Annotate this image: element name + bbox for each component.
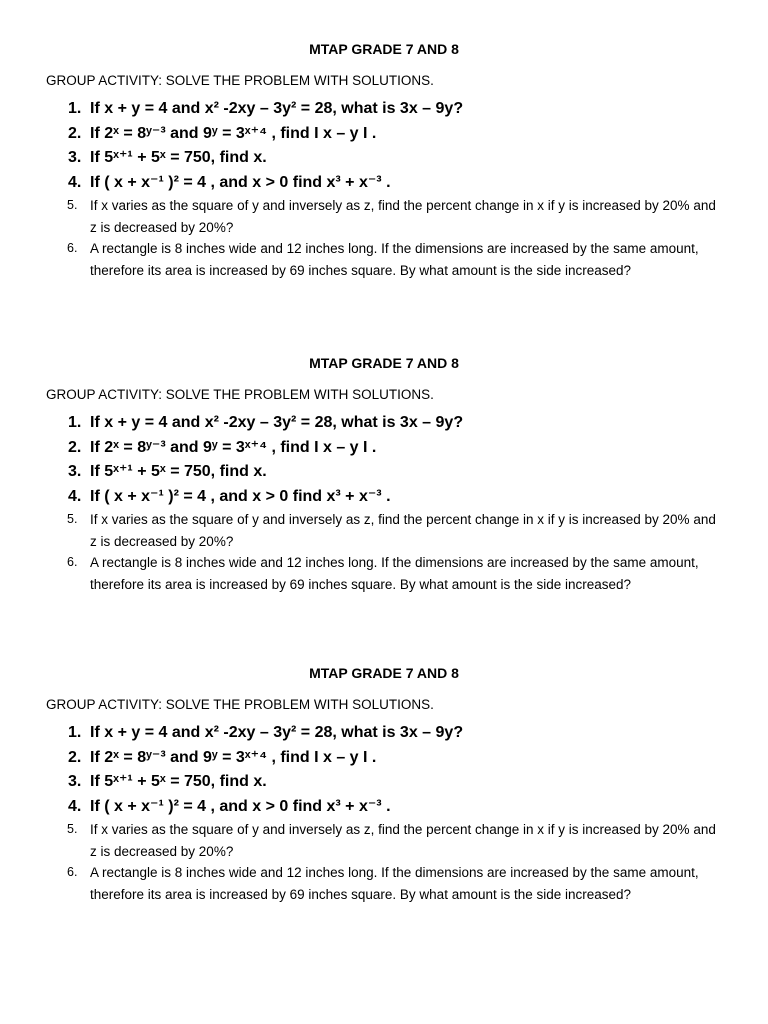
problem-text: If x varies as the square of y and inversely as z, find the percent change in x if y is increased by 20% and z is decreased by 20%?	[90, 198, 716, 235]
problem-text: If x varies as the square of y and inversely as z, find the percent change in x if y is increased by 20% and z is decreased by 20%?	[90, 512, 716, 549]
section-subtitle: GROUP ACTIVITY: SOLVE THE PROBLEM WITH SOLUTIONS.	[46, 73, 434, 88]
problem-number: 1.	[68, 100, 82, 117]
problem-number: 4.	[68, 487, 82, 505]
problem-number: 4.	[68, 797, 82, 815]
section-subtitle: GROUP ACTIVITY: SOLVE THE PROBLEM WITH SOLUTIONS.	[46, 697, 434, 712]
problem-text: If 5ˣ⁺¹ + 5ˣ = 750, find x.	[90, 463, 267, 480]
problem-item	[46, 485, 726, 510]
problem-item	[46, 97, 726, 122]
problem-item	[46, 746, 726, 771]
problem-text: If x + y = 4 and x² -2xy – 3y² = 28, what is 3x – 9y?	[90, 100, 464, 117]
problem-item	[46, 509, 726, 552]
problem-item	[46, 146, 726, 171]
problem-text: If ( x + x⁻¹ )² = 4 , and x > 0 find x³ + x⁻³ .	[90, 173, 391, 191]
problem-number: 2.	[68, 438, 82, 456]
problem-text: If 2ˣ = 8ʸ⁻³ and 9ʸ = 3ˣ⁺⁴ , find I x – y I .	[90, 124, 377, 142]
problem-item	[46, 795, 726, 820]
problem-text: If x + y = 4 and x² -2xy – 3y² = 28, what is 3x – 9y?	[90, 414, 464, 431]
problem-number: 2.	[68, 124, 82, 142]
problem-number: 1.	[68, 724, 82, 741]
problem-item	[46, 122, 726, 147]
problem-text: If 5ˣ⁺¹ + 5ˣ = 750, find x.	[90, 773, 267, 790]
problem-number: 3.	[68, 463, 82, 480]
problem-number: 3.	[68, 149, 82, 166]
problem-number: 2.	[68, 748, 82, 766]
problem-item	[46, 411, 726, 436]
problem-item	[46, 721, 726, 746]
problem-text: If ( x + x⁻¹ )² = 4 , and x > 0 find x³ + x⁻³ .	[90, 487, 391, 505]
section-title: MTAP GRADE 7 AND 8	[309, 41, 459, 57]
problem-text: A rectangle is 8 inches wide and 12 inches long. If the dimensions are increased by the same amount, therefore its area is increased by 69 inches square. By what amount is the side increased?	[90, 865, 699, 902]
problem-number: 6.	[67, 555, 78, 569]
problem-number: 4.	[68, 173, 82, 191]
problem-number: 3.	[68, 773, 82, 790]
problem-list	[46, 721, 726, 905]
problem-item	[46, 460, 726, 485]
problem-text: If 5ˣ⁺¹ + 5ˣ = 750, find x.	[90, 149, 267, 166]
problem-item	[46, 819, 726, 862]
section-title: MTAP GRADE 7 AND 8	[309, 665, 459, 681]
problem-number: 1.	[68, 414, 82, 431]
problem-item	[46, 195, 726, 238]
section-subtitle: GROUP ACTIVITY: SOLVE THE PROBLEM WITH SOLUTIONS.	[46, 387, 434, 402]
problem-text: If x + y = 4 and x² -2xy – 3y² = 28, what is 3x – 9y?	[90, 724, 464, 741]
problem-item	[46, 770, 726, 795]
problem-list	[46, 411, 726, 595]
problem-number: 5.	[67, 512, 78, 526]
problem-text: A rectangle is 8 inches wide and 12 inches long. If the dimensions are increased by the same amount, therefore its area is increased by 69 inches square. By what amount is the side increased?	[90, 555, 699, 592]
section-title: MTAP GRADE 7 AND 8	[309, 355, 459, 371]
problem-list	[46, 97, 726, 281]
problem-text: A rectangle is 8 inches wide and 12 inches long. If the dimensions are increased by the same amount, therefore its area is increased by 69 inches square. By what amount is the side increased?	[90, 241, 699, 278]
problem-item	[46, 238, 726, 281]
problem-text: If ( x + x⁻¹ )² = 4 , and x > 0 find x³ + x⁻³ .	[90, 797, 391, 815]
problem-item	[46, 171, 726, 196]
problem-number: 6.	[67, 241, 78, 255]
problem-number: 6.	[67, 865, 78, 879]
problem-number: 5.	[67, 822, 78, 836]
problem-text: If x varies as the square of y and inversely as z, find the percent change in x if y is increased by 20% and z is decreased by 20%?	[90, 822, 716, 859]
problem-item	[46, 552, 726, 595]
problem-item	[46, 436, 726, 461]
problem-text: If 2ˣ = 8ʸ⁻³ and 9ʸ = 3ˣ⁺⁴ , find I x – y I .	[90, 748, 377, 766]
problem-number: 5.	[67, 198, 78, 212]
problem-item	[46, 862, 726, 905]
problem-text: If 2ˣ = 8ʸ⁻³ and 9ʸ = 3ˣ⁺⁴ , find I x – y I .	[90, 438, 377, 456]
